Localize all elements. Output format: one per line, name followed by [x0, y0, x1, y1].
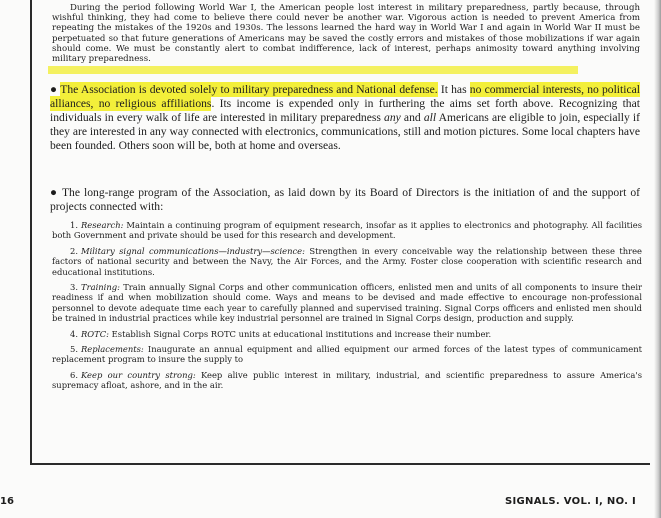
highlighted-text-1: The Association is devoted solely to military preparedness and National defense.: [60, 83, 438, 96]
list-item: 4. ROTC: Establish Signal Corps ROTC units at educational institutions and increase their number.: [70, 328, 492, 339]
item-text: Maintain a continuing program of equipment research, insofar as it applies to electronics and photography. All facilities both Government and private should be used for this research and development.: [52, 220, 642, 241]
association-text-1: It has: [437, 83, 470, 96]
item-text: Keep alive public interest in military, industrial, and scientific preparedness to assure America's supremacy afloat, ashore, and in the air.: [52, 369, 642, 391]
association-all: all: [423, 110, 437, 124]
page-edge-shadow: [654, 0, 661, 518]
program-text: The long-range program of the Association, as laid down by its Board of Directors is the initiation of and the support of projects connected with:: [50, 186, 640, 213]
program-items: [52, 220, 642, 396]
bullet-icon: ●: [50, 186, 59, 199]
list-item: 3. Training: Train annually Signal Corps and other communication officers, enlisted men and units of all components to insure their readiness if and when mobilization should come. Ways and means to be devised and made effective to encourage non-professional personnel to devote adequate time each year to carefully planned and supervised training. Signal Corps officers and enlisted men should be trained in industrial practices while key industrial personnel are trained in Signal Corps design, production and supply.: [52, 282, 642, 324]
association-text-2: . Its income is expended only in furthering the aims set forth above. Recognizing that individuals in every walk of life are interested in military preparedness: [50, 96, 640, 124]
highlighted-text-2: no commercial interests, no political alliances, no religious affiliations: [50, 83, 640, 110]
item-title: Replacements:: [81, 344, 144, 355]
publication-footer: SIGNALS. VOL. I, NO. I: [505, 496, 637, 507]
item-text: Establish Signal Corps ROTC units at educational institutions and increase their number.: [109, 328, 492, 339]
highlight-strip: [48, 66, 578, 74]
item-title: Training:: [81, 282, 120, 293]
item-text: Inaugurate an annual equipment and allied equipment our armed forces of the latest types of communicament replacement program to insure the supply to: [52, 344, 642, 365]
list-item: 1. Research: Maintain a continuing program of equipment research, insofar as it applies to electronics and photography. All facilities both Government and private should be used for this research and development.: [52, 220, 642, 241]
frame-rule-left: [30, 0, 32, 465]
frame-rule-bottom: [30, 463, 650, 465]
item-title: Military signal communications—industry—science:: [81, 245, 305, 256]
page-number: 16: [0, 496, 14, 507]
item-text: Strengthen in every conceivable way the relationship between these three factors of national security and between the Navy, the Air Forces, and the Army. Foster close cooperation with scientific research and educational institutions.: [52, 245, 643, 277]
association-and: and: [400, 110, 424, 124]
list-item: 2. Military signal communications—industry—science: Strengthen in every conceivable way the relationship between these three factors of national security and between the Navy, the Air Forces, and the Army. Foster close cooperation with scientific research and educational institutions.: [52, 245, 643, 277]
item-title: ROTC:: [81, 328, 109, 339]
list-item: 5. Replacements: Inaugurate an annual equipment and allied equipment our armed forces of the latest types of communicament replacement program to insure the supply to: [52, 344, 642, 365]
intro-paragraph: During the period following World War I, the American people lost interest in military preparedness, partly because, through wishful thinking, they had come to believe there could never be another war. Vigorous action is needed to prevent America from repeating the mistakes of the 1920s and 1930s. The lessons learned the hard way in World War I and again in World War II must be perpetuated so that future generations of Americans may be saved the costly errors and mistakes of those mobilizations if war again should come. We must be constantly alert to combat indifference, lack of interest, perhaps animosity toward anything involving military preparedness.: [52, 3, 640, 65]
item-text: Train annually Signal Corps and other communication officers, enlisted men and units of all components to insure their readiness if and when mobilization should come. Ways and means to be devised and made effective to encourage non-professional personnel to devote adequate time each year to carefully planned and supervised training. Signal Corps officers and enlisted men should be trained in industrial practices while key industrial personnel are trained in Signal Corps design, production and supply.: [52, 282, 642, 324]
bullet-icon: ●: [50, 83, 58, 96]
item-title: Research:: [81, 220, 124, 230]
association-any: any: [384, 110, 401, 124]
program-paragraph: [50, 186, 640, 214]
item-title: Keep our country strong:: [81, 369, 196, 380]
association-paragraph: [50, 83, 640, 153]
list-item: 6. Keep our country strong: Keep alive public interest in military, industrial, and scientific preparedness to assure America's supremacy afloat, ashore, and in the air.: [52, 369, 642, 391]
association-text-3: Americans are eligible to join, especially if they are interested in any way connected with electronics, communications, still and motion pictures. Some local chapters have been founded. Others soon will be, both at home and overseas.: [50, 110, 640, 152]
